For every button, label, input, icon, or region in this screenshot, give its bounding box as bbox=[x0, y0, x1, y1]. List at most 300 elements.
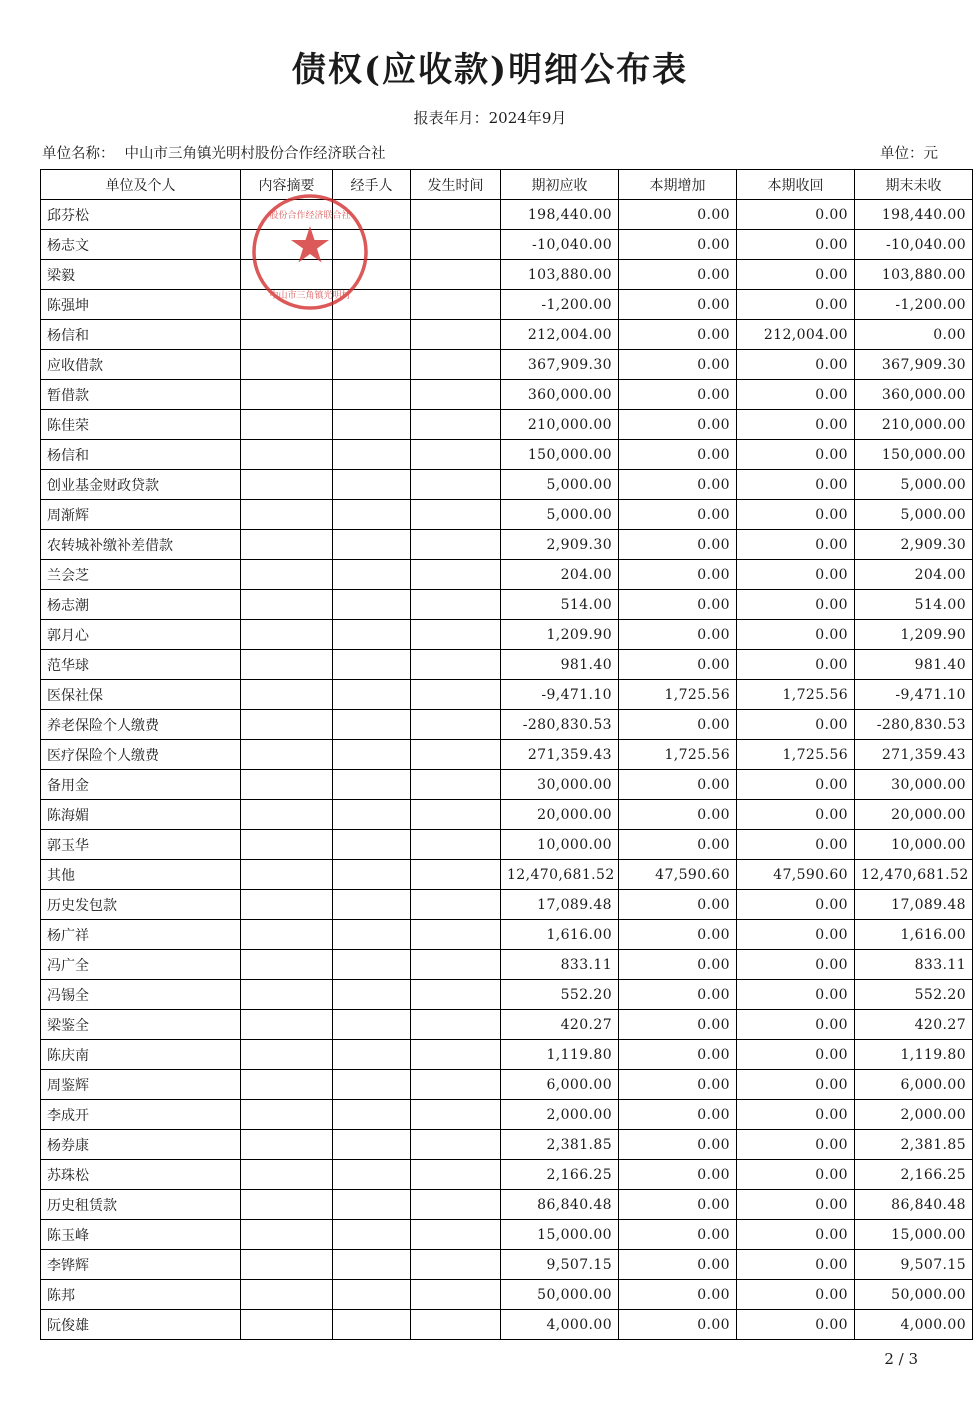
column-header-handler: 经手人 bbox=[333, 170, 411, 200]
cell-summary bbox=[241, 320, 333, 350]
cell-summary bbox=[241, 470, 333, 500]
table-row bbox=[41, 500, 973, 530]
cell-item-name: 冯广全 bbox=[41, 950, 241, 980]
cell-summary bbox=[241, 1130, 333, 1160]
cell-summary bbox=[241, 1070, 333, 1100]
cell-opening: 198,440.00 bbox=[501, 200, 619, 230]
cell-item-name: 杨广祥 bbox=[41, 920, 241, 950]
cell-item-name: 郭月心 bbox=[41, 620, 241, 650]
cell-opening: 2,166.25 bbox=[501, 1160, 619, 1190]
cell-summary bbox=[241, 1040, 333, 1070]
cell-item-name: 陈海媚 bbox=[41, 800, 241, 830]
table-row bbox=[41, 530, 973, 560]
cell-closing: 210,000.00 bbox=[855, 410, 973, 440]
cell-closing: 150,000.00 bbox=[855, 440, 973, 470]
table-row bbox=[41, 950, 973, 980]
cell-handler bbox=[333, 1070, 411, 1100]
table-row bbox=[41, 1100, 973, 1130]
cell-increase: 0.00 bbox=[619, 530, 737, 560]
cell-closing: 50,000.00 bbox=[855, 1280, 973, 1310]
cell-opening: 30,000.00 bbox=[501, 770, 619, 800]
cell-item-name: 应收借款 bbox=[41, 350, 241, 380]
cell-summary bbox=[241, 260, 333, 290]
cell-time bbox=[411, 260, 501, 290]
cell-increase: 0.00 bbox=[619, 260, 737, 290]
cell-increase: 0.00 bbox=[619, 440, 737, 470]
cell-summary bbox=[241, 440, 333, 470]
cell-item-name: 梁毅 bbox=[41, 260, 241, 290]
cell-opening: 2,000.00 bbox=[501, 1100, 619, 1130]
cell-increase: 0.00 bbox=[619, 1040, 737, 1070]
column-header-opening: 期初应收 bbox=[501, 170, 619, 200]
cell-handler bbox=[333, 920, 411, 950]
cell-closing: 1,616.00 bbox=[855, 920, 973, 950]
cell-recovered: 0.00 bbox=[737, 800, 855, 830]
cell-opening: 1,209.90 bbox=[501, 620, 619, 650]
cell-time bbox=[411, 1280, 501, 1310]
cell-summary bbox=[241, 890, 333, 920]
table-row bbox=[41, 770, 973, 800]
cell-increase: 0.00 bbox=[619, 1070, 737, 1100]
cell-item-name: 杨信和 bbox=[41, 440, 241, 470]
cell-recovered: 0.00 bbox=[737, 410, 855, 440]
cell-closing: -1,200.00 bbox=[855, 290, 973, 320]
cell-handler bbox=[333, 830, 411, 860]
cell-increase: 0.00 bbox=[619, 500, 737, 530]
cell-increase: 0.00 bbox=[619, 1190, 737, 1220]
cell-recovered: 0.00 bbox=[737, 1130, 855, 1160]
table-body bbox=[41, 200, 973, 1340]
cell-recovered: 0.00 bbox=[737, 890, 855, 920]
cell-closing: 17,089.48 bbox=[855, 890, 973, 920]
cell-item-name: 陈佳荣 bbox=[41, 410, 241, 440]
meta-row bbox=[40, 142, 940, 163]
cell-recovered: 0.00 bbox=[737, 1040, 855, 1070]
cell-increase: 0.00 bbox=[619, 230, 737, 260]
cell-summary bbox=[241, 830, 333, 860]
table-row bbox=[41, 860, 973, 890]
cell-closing: 420.27 bbox=[855, 1010, 973, 1040]
cell-summary bbox=[241, 590, 333, 620]
cell-time bbox=[411, 530, 501, 560]
cell-item-name: 邱芬松 bbox=[41, 200, 241, 230]
cell-opening: 552.20 bbox=[501, 980, 619, 1010]
cell-handler bbox=[333, 800, 411, 830]
cell-item-name: 周鉴辉 bbox=[41, 1070, 241, 1100]
cell-time bbox=[411, 620, 501, 650]
cell-handler bbox=[333, 440, 411, 470]
cell-handler bbox=[333, 680, 411, 710]
cell-item-name: 历史租赁款 bbox=[41, 1190, 241, 1220]
cell-time bbox=[411, 740, 501, 770]
cell-item-name: 周渐辉 bbox=[41, 500, 241, 530]
table-row bbox=[41, 1070, 973, 1100]
cell-handler bbox=[333, 530, 411, 560]
cell-summary bbox=[241, 740, 333, 770]
cell-time bbox=[411, 1040, 501, 1070]
cell-recovered: 0.00 bbox=[737, 530, 855, 560]
cell-increase: 1,725.56 bbox=[619, 740, 737, 770]
cell-handler bbox=[333, 710, 411, 740]
cell-recovered: 0.00 bbox=[737, 230, 855, 260]
cell-opening: 150,000.00 bbox=[501, 440, 619, 470]
cell-time bbox=[411, 230, 501, 260]
cell-recovered: 0.00 bbox=[737, 1070, 855, 1100]
cell-handler bbox=[333, 560, 411, 590]
cell-recovered: 0.00 bbox=[737, 1190, 855, 1220]
cell-opening: 20,000.00 bbox=[501, 800, 619, 830]
cell-item-name: 杨券康 bbox=[41, 1130, 241, 1160]
cell-summary bbox=[241, 920, 333, 950]
cell-closing: 20,000.00 bbox=[855, 800, 973, 830]
cell-closing: 5,000.00 bbox=[855, 500, 973, 530]
cell-recovered: 0.00 bbox=[737, 950, 855, 980]
cell-handler bbox=[333, 500, 411, 530]
cell-recovered: 0.00 bbox=[737, 1100, 855, 1130]
cell-recovered: 0.00 bbox=[737, 560, 855, 590]
cell-summary bbox=[241, 410, 333, 440]
cell-recovered: 0.00 bbox=[737, 1160, 855, 1190]
cell-summary bbox=[241, 950, 333, 980]
cell-handler bbox=[333, 290, 411, 320]
cell-increase: 0.00 bbox=[619, 830, 737, 860]
cell-opening: 17,089.48 bbox=[501, 890, 619, 920]
table-row bbox=[41, 470, 973, 500]
cell-time bbox=[411, 830, 501, 860]
cell-time bbox=[411, 560, 501, 590]
cell-item-name: 养老保险个人缴费 bbox=[41, 710, 241, 740]
cell-item-name: 杨志潮 bbox=[41, 590, 241, 620]
cell-opening: 5,000.00 bbox=[501, 470, 619, 500]
cell-item-name: 苏珠松 bbox=[41, 1160, 241, 1190]
cell-increase: 0.00 bbox=[619, 1010, 737, 1040]
cell-opening: 10,000.00 bbox=[501, 830, 619, 860]
cell-summary bbox=[241, 200, 333, 230]
svg-text:股份合作经济联合社: 股份合作经济联合社 bbox=[269, 211, 351, 221]
cell-closing: 2,909.30 bbox=[855, 530, 973, 560]
cell-closing: 271,359.43 bbox=[855, 740, 973, 770]
receivables-table bbox=[40, 169, 973, 1340]
cell-item-name: 杨志文 bbox=[41, 230, 241, 260]
table-row bbox=[41, 290, 973, 320]
cell-closing: 2,381.85 bbox=[855, 1130, 973, 1160]
page-title: 债权(应收款)明细公布表 bbox=[291, 50, 689, 90]
cell-time bbox=[411, 650, 501, 680]
cell-increase: 0.00 bbox=[619, 1310, 737, 1340]
cell-item-name: 历史发包款 bbox=[41, 890, 241, 920]
table-row bbox=[41, 800, 973, 830]
cell-time bbox=[411, 1010, 501, 1040]
cell-recovered: 0.00 bbox=[737, 200, 855, 230]
cell-increase: 1,725.56 bbox=[619, 680, 737, 710]
cell-closing: 514.00 bbox=[855, 590, 973, 620]
cell-closing: 10,000.00 bbox=[855, 830, 973, 860]
cell-handler bbox=[333, 1190, 411, 1220]
cell-increase: 0.00 bbox=[619, 920, 737, 950]
cell-increase: 0.00 bbox=[619, 800, 737, 830]
cell-time bbox=[411, 590, 501, 620]
column-header-time: 发生时间 bbox=[411, 170, 501, 200]
cell-recovered: 0.00 bbox=[737, 1010, 855, 1040]
cell-handler bbox=[333, 950, 411, 980]
cell-item-name: 创业基金财政贷款 bbox=[41, 470, 241, 500]
cell-recovered: 0.00 bbox=[737, 590, 855, 620]
cell-recovered: 47,590.60 bbox=[737, 860, 855, 890]
cell-opening: 514.00 bbox=[501, 590, 619, 620]
cell-handler bbox=[333, 1310, 411, 1340]
table-row bbox=[41, 1220, 973, 1250]
cell-time bbox=[411, 500, 501, 530]
cell-recovered: 0.00 bbox=[737, 290, 855, 320]
cell-handler bbox=[333, 980, 411, 1010]
cell-increase: 0.00 bbox=[619, 200, 737, 230]
cell-summary bbox=[241, 620, 333, 650]
cell-handler bbox=[333, 1100, 411, 1130]
cell-time bbox=[411, 920, 501, 950]
cell-closing: 4,000.00 bbox=[855, 1310, 973, 1340]
cell-closing: 12,470,681.52 bbox=[855, 860, 973, 890]
cell-opening: 2,909.30 bbox=[501, 530, 619, 560]
cell-increase: 0.00 bbox=[619, 1130, 737, 1160]
cell-closing: -9,471.10 bbox=[855, 680, 973, 710]
cell-item-name: 梁鉴全 bbox=[41, 1010, 241, 1040]
cell-closing: -10,040.00 bbox=[855, 230, 973, 260]
cell-recovered: 0.00 bbox=[737, 830, 855, 860]
cell-summary bbox=[241, 1250, 333, 1280]
cell-time bbox=[411, 200, 501, 230]
cell-increase: 0.00 bbox=[619, 1250, 737, 1280]
table-row bbox=[41, 590, 973, 620]
cell-opening: 981.40 bbox=[501, 650, 619, 680]
column-header-closing: 期末未收 bbox=[855, 170, 973, 200]
cell-handler bbox=[333, 770, 411, 800]
cell-opening: -10,040.00 bbox=[501, 230, 619, 260]
cell-time bbox=[411, 800, 501, 830]
cell-handler bbox=[333, 590, 411, 620]
unit-name-group bbox=[42, 142, 386, 163]
cell-item-name: 暂借款 bbox=[41, 380, 241, 410]
cell-time bbox=[411, 860, 501, 890]
cell-summary bbox=[241, 1010, 333, 1040]
cell-opening: -9,471.10 bbox=[501, 680, 619, 710]
cell-recovered: 0.00 bbox=[737, 260, 855, 290]
table-row bbox=[41, 260, 973, 290]
cell-closing: 86,840.48 bbox=[855, 1190, 973, 1220]
cell-time bbox=[411, 1250, 501, 1280]
cell-closing: 15,000.00 bbox=[855, 1220, 973, 1250]
cell-recovered: 1,725.56 bbox=[737, 740, 855, 770]
cell-handler bbox=[333, 260, 411, 290]
cell-closing: 5,000.00 bbox=[855, 470, 973, 500]
cell-recovered: 0.00 bbox=[737, 1280, 855, 1310]
cell-increase: 0.00 bbox=[619, 290, 737, 320]
cell-closing: 30,000.00 bbox=[855, 770, 973, 800]
cell-opening: -1,200.00 bbox=[501, 290, 619, 320]
table-row bbox=[41, 680, 973, 710]
table-row bbox=[41, 230, 973, 260]
cell-handler bbox=[333, 380, 411, 410]
cell-recovered: 0.00 bbox=[737, 440, 855, 470]
table-row bbox=[41, 410, 973, 440]
cell-summary bbox=[241, 290, 333, 320]
cell-handler bbox=[333, 1250, 411, 1280]
cell-time bbox=[411, 470, 501, 500]
cell-time bbox=[411, 950, 501, 980]
cell-opening: 420.27 bbox=[501, 1010, 619, 1040]
cell-opening: 9,507.15 bbox=[501, 1250, 619, 1280]
cell-item-name: 杨信和 bbox=[41, 320, 241, 350]
cell-increase: 0.00 bbox=[619, 470, 737, 500]
cell-closing: 1,209.90 bbox=[855, 620, 973, 650]
cell-item-name: 郭玉华 bbox=[41, 830, 241, 860]
cell-item-name: 陈庆南 bbox=[41, 1040, 241, 1070]
cell-item-name: 冯锡全 bbox=[41, 980, 241, 1010]
cell-increase: 0.00 bbox=[619, 650, 737, 680]
cell-item-name: 医保社保 bbox=[41, 680, 241, 710]
cell-recovered: 0.00 bbox=[737, 380, 855, 410]
column-header-name: 单位及个人 bbox=[41, 170, 241, 200]
cell-increase: 0.00 bbox=[619, 890, 737, 920]
table-row bbox=[41, 200, 973, 230]
cell-recovered: 212,004.00 bbox=[737, 320, 855, 350]
cell-opening: 1,616.00 bbox=[501, 920, 619, 950]
cell-handler bbox=[333, 320, 411, 350]
cell-recovered: 0.00 bbox=[737, 1220, 855, 1250]
cell-opening: 367,909.30 bbox=[501, 350, 619, 380]
cell-summary bbox=[241, 380, 333, 410]
svg-text:中山市三角镇光明村: 中山市三角镇光明村 bbox=[269, 291, 351, 301]
cell-recovered: 0.00 bbox=[737, 350, 855, 380]
table-row bbox=[41, 1040, 973, 1070]
cell-summary bbox=[241, 680, 333, 710]
cell-time bbox=[411, 1130, 501, 1160]
table-row bbox=[41, 1250, 973, 1280]
cell-opening: 86,840.48 bbox=[501, 1190, 619, 1220]
cell-recovered: 0.00 bbox=[737, 1310, 855, 1340]
cell-handler bbox=[333, 1010, 411, 1040]
cell-closing: 198,440.00 bbox=[855, 200, 973, 230]
cell-item-name: 备用金 bbox=[41, 770, 241, 800]
cell-recovered: 0.00 bbox=[737, 710, 855, 740]
cell-increase: 47,590.60 bbox=[619, 860, 737, 890]
cell-closing: 103,880.00 bbox=[855, 260, 973, 290]
cell-closing: 1,119.80 bbox=[855, 1040, 973, 1070]
cell-increase: 0.00 bbox=[619, 950, 737, 980]
cell-increase: 0.00 bbox=[619, 380, 737, 410]
cell-closing: 204.00 bbox=[855, 560, 973, 590]
table-row bbox=[41, 1280, 973, 1310]
cell-opening: 6,000.00 bbox=[501, 1070, 619, 1100]
cell-opening: 103,880.00 bbox=[501, 260, 619, 290]
cell-opening: 4,000.00 bbox=[501, 1310, 619, 1340]
cell-opening: 50,000.00 bbox=[501, 1280, 619, 1310]
cell-recovered: 0.00 bbox=[737, 770, 855, 800]
cell-opening: 12,470,681.52 bbox=[501, 860, 619, 890]
cell-increase: 0.00 bbox=[619, 770, 737, 800]
cell-recovered: 0.00 bbox=[737, 1250, 855, 1280]
cell-summary bbox=[241, 650, 333, 680]
cell-item-name: 阮俊雄 bbox=[41, 1310, 241, 1340]
table-row bbox=[41, 980, 973, 1010]
cell-recovered: 0.00 bbox=[737, 650, 855, 680]
cell-increase: 0.00 bbox=[619, 590, 737, 620]
cell-handler bbox=[333, 470, 411, 500]
cell-handler bbox=[333, 1040, 411, 1070]
table-row bbox=[41, 1310, 973, 1340]
cell-increase: 0.00 bbox=[619, 1160, 737, 1190]
cell-closing: 552.20 bbox=[855, 980, 973, 1010]
cell-time bbox=[411, 410, 501, 440]
table-row bbox=[41, 620, 973, 650]
cell-summary bbox=[241, 770, 333, 800]
cell-time bbox=[411, 1190, 501, 1220]
cell-recovered: 1,725.56 bbox=[737, 680, 855, 710]
cell-opening: 2,381.85 bbox=[501, 1130, 619, 1160]
cell-item-name: 其他 bbox=[41, 860, 241, 890]
cell-summary bbox=[241, 1280, 333, 1310]
cell-item-name: 陈玉峰 bbox=[41, 1220, 241, 1250]
table-header-row bbox=[41, 170, 973, 200]
cell-closing: 0.00 bbox=[855, 320, 973, 350]
cell-increase: 0.00 bbox=[619, 560, 737, 590]
cell-opening: 5,000.00 bbox=[501, 500, 619, 530]
table-row bbox=[41, 920, 973, 950]
cell-handler bbox=[333, 200, 411, 230]
table-row bbox=[41, 1010, 973, 1040]
cell-opening: 210,000.00 bbox=[501, 410, 619, 440]
table-row bbox=[41, 710, 973, 740]
cell-closing: 367,909.30 bbox=[855, 350, 973, 380]
cell-time bbox=[411, 770, 501, 800]
table-row bbox=[41, 830, 973, 860]
unit-name-label: 单位名称： bbox=[42, 146, 115, 162]
cell-handler bbox=[333, 860, 411, 890]
cell-increase: 0.00 bbox=[619, 320, 737, 350]
cell-item-name: 陈邦 bbox=[41, 1280, 241, 1310]
table-row bbox=[41, 320, 973, 350]
cell-handler bbox=[333, 350, 411, 380]
cell-increase: 0.00 bbox=[619, 1220, 737, 1250]
cell-time bbox=[411, 710, 501, 740]
cell-recovered: 0.00 bbox=[737, 500, 855, 530]
cell-time bbox=[411, 440, 501, 470]
cell-handler bbox=[333, 620, 411, 650]
cell-opening: 360,000.00 bbox=[501, 380, 619, 410]
cell-handler bbox=[333, 1220, 411, 1250]
cell-recovered: 0.00 bbox=[737, 470, 855, 500]
cell-closing: 2,166.25 bbox=[855, 1160, 973, 1190]
cell-handler bbox=[333, 1280, 411, 1310]
cell-item-name: 兰会芝 bbox=[41, 560, 241, 590]
cell-summary bbox=[241, 1310, 333, 1340]
table-row bbox=[41, 1130, 973, 1160]
cell-recovered: 0.00 bbox=[737, 620, 855, 650]
cell-time bbox=[411, 320, 501, 350]
cell-time bbox=[411, 380, 501, 410]
cell-time bbox=[411, 890, 501, 920]
cell-summary bbox=[241, 560, 333, 590]
cell-summary bbox=[241, 1190, 333, 1220]
table-row bbox=[41, 440, 973, 470]
unit-name-value: 中山市三角镇光明村股份合作经济联合社 bbox=[124, 146, 386, 162]
table-row bbox=[41, 350, 973, 380]
cell-opening: 204.00 bbox=[501, 560, 619, 590]
table-row bbox=[41, 650, 973, 680]
cell-item-name: 陈强坤 bbox=[41, 290, 241, 320]
cell-closing: 360,000.00 bbox=[855, 380, 973, 410]
cell-increase: 0.00 bbox=[619, 620, 737, 650]
cell-handler bbox=[333, 740, 411, 770]
